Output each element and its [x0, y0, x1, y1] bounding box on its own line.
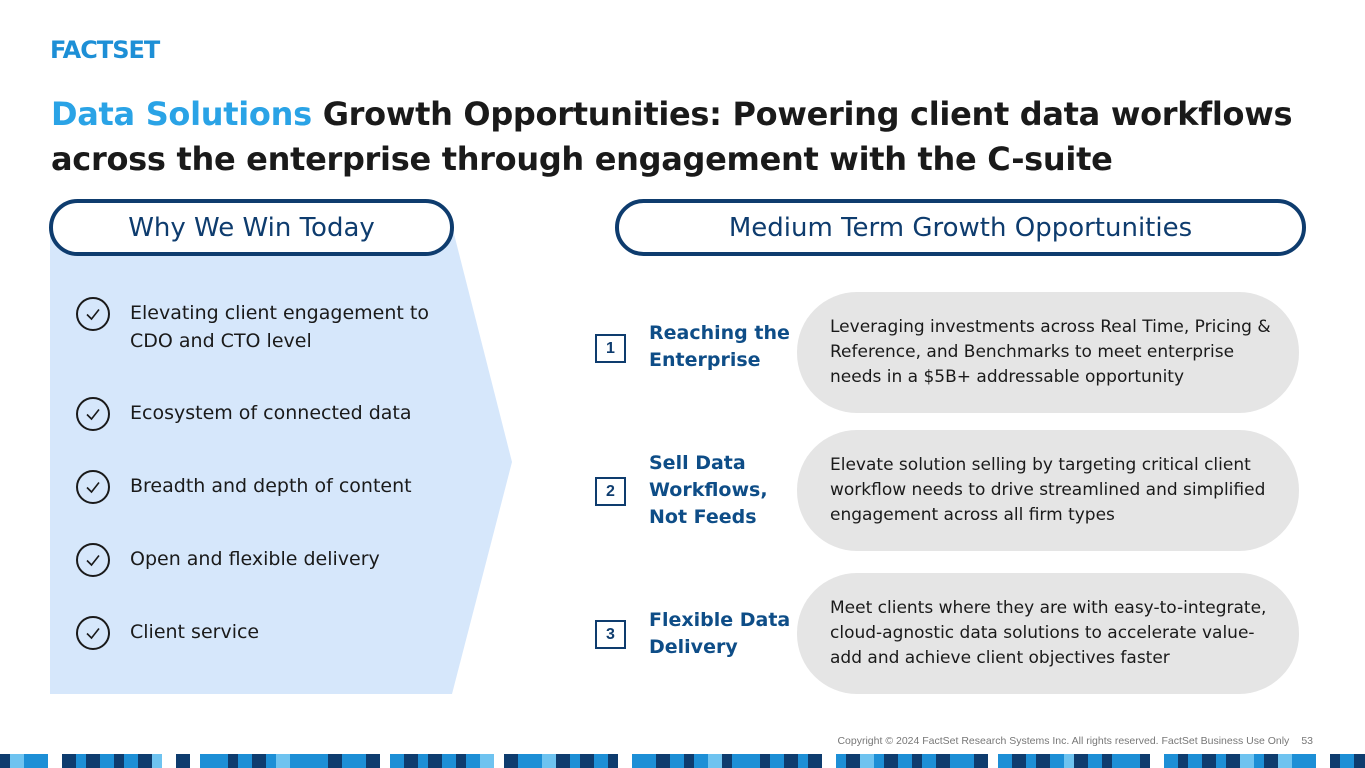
- stripe-segment: [708, 754, 722, 768]
- stripe-segment: [86, 754, 100, 768]
- opportunity-number: 3: [595, 620, 626, 649]
- stripe-segment: [884, 754, 898, 768]
- stripe-segment: [874, 754, 884, 768]
- opportunity-description: [797, 430, 1299, 551]
- check-circle-icon: [76, 297, 110, 331]
- stripe-segment: [76, 754, 86, 768]
- stripe-segment: [998, 754, 1012, 768]
- stripe-segment: [480, 754, 494, 768]
- stripe-segment: [1036, 754, 1050, 768]
- stripe-segment: [1340, 754, 1354, 768]
- stripe-segment: [580, 754, 594, 768]
- stripe-segment: [518, 754, 532, 768]
- stripe-segment: [238, 754, 252, 768]
- stripe-segment: [10, 754, 24, 768]
- stripe-segment: [570, 754, 580, 768]
- stripe-segment: [974, 754, 988, 768]
- decorative-stripe-bar: [0, 754, 1365, 768]
- stripe-segment: [760, 754, 770, 768]
- stripe-segment: [746, 754, 760, 768]
- opportunity-description-text: Leveraging investments across Real Time, Pricing & Reference, and Benchmarks to meet enterprise needs in a $5B+ addressable opportunity: [830, 317, 1271, 387]
- opportunity-description-text: Meet clients where they are with easy-to-integrate, cloud-agnostic data solutions to accelerate value-add and achieve client objectives faster: [830, 598, 1267, 668]
- why-we-win-item: [76, 397, 450, 431]
- stripe-segment: [100, 754, 114, 768]
- page-title: [51, 92, 1311, 182]
- stripe-segment: [1150, 754, 1164, 768]
- why-we-win-text: Ecosystem of connected data: [130, 402, 412, 424]
- footer: [837, 735, 1313, 747]
- stripe-segment: [418, 754, 428, 768]
- opportunity-label: Flexible Data Delivery: [649, 609, 791, 658]
- stripe-segment: [912, 754, 922, 768]
- stripe-segment: [632, 754, 646, 768]
- stripe-segment: [1188, 754, 1202, 768]
- stripe-segment: [936, 754, 950, 768]
- stripe-segment: [466, 754, 480, 768]
- stripe-segment: [214, 754, 228, 768]
- stripe-segment: [1278, 754, 1292, 768]
- stripe-segment: [366, 754, 380, 768]
- stripe-segment: [38, 754, 48, 768]
- why-we-win-text: Open and flexible delivery: [130, 548, 380, 570]
- stripe-segment: [1240, 754, 1254, 768]
- stripe-segment: [276, 754, 290, 768]
- stripe-segment: [922, 754, 936, 768]
- stripe-segment: [390, 754, 404, 768]
- stripe-segment: [266, 754, 276, 768]
- stripe-segment: [732, 754, 746, 768]
- stripe-segment: [456, 754, 466, 768]
- stripe-segment: [1302, 754, 1316, 768]
- stripe-segment: [670, 754, 684, 768]
- stripe-segment: [1178, 754, 1188, 768]
- stripe-segment: [380, 754, 390, 768]
- stripe-segment: [542, 754, 556, 768]
- stripe-segment: [770, 754, 784, 768]
- stripe-segment: [114, 754, 124, 768]
- stripe-segment: [190, 754, 200, 768]
- stripe-segment: [1088, 754, 1102, 768]
- stripe-segment: [594, 754, 608, 768]
- stripe-segment: [1064, 754, 1074, 768]
- stripe-segment: [1292, 754, 1302, 768]
- stripe-segment: [442, 754, 456, 768]
- stripe-segment: [252, 754, 266, 768]
- stripe-segment: [404, 754, 418, 768]
- title-accent: Data Solutions: [51, 95, 312, 133]
- stripe-segment: [1164, 754, 1178, 768]
- opportunity-number: 1: [595, 334, 626, 363]
- stripe-segment: [1126, 754, 1140, 768]
- stripe-segment: [504, 754, 518, 768]
- page-number: 53: [1301, 735, 1313, 747]
- stripe-segment: [342, 754, 352, 768]
- stripe-segment: [808, 754, 822, 768]
- opportunity-number: 2: [595, 477, 626, 506]
- stripe-segment: [860, 754, 874, 768]
- why-we-win-item: [76, 470, 450, 504]
- stripe-segment: [784, 754, 798, 768]
- opportunity-description-text: Elevate solution selling by targeting critical client workflow needs to drive streamlined and simplified engagement across all firm types: [830, 455, 1266, 525]
- stripe-segment: [556, 754, 570, 768]
- stripe-segment: [314, 754, 328, 768]
- stripe-segment: [822, 754, 836, 768]
- stripe-segment: [200, 754, 214, 768]
- check-circle-icon: [76, 397, 110, 431]
- stripe-segment: [532, 754, 542, 768]
- why-we-win-item: [76, 616, 450, 650]
- stripe-segment: [1012, 754, 1026, 768]
- stripe-segment: [24, 754, 38, 768]
- stripe-segment: [1202, 754, 1216, 768]
- stripe-segment: [846, 754, 860, 768]
- stripe-segment: [0, 754, 10, 768]
- stripe-segment: [48, 754, 62, 768]
- factset-logo: FACTSET: [50, 36, 160, 64]
- stripe-segment: [898, 754, 912, 768]
- stripe-segment: [722, 754, 732, 768]
- check-circle-icon: [76, 616, 110, 650]
- stripe-segment: [656, 754, 670, 768]
- opportunity-description: [797, 573, 1299, 694]
- stripe-segment: [62, 754, 76, 768]
- stripe-segment: [1226, 754, 1240, 768]
- stripe-segment: [1026, 754, 1036, 768]
- why-we-win-text: Elevating client engagement to CDO and CTO level: [130, 302, 429, 352]
- copyright-text: Copyright © 2024 FactSet Research Systems Inc. All rights reserved. FactSet Business Use Only: [837, 735, 1290, 747]
- stripe-segment: [1316, 754, 1330, 768]
- stripe-segment: [646, 754, 656, 768]
- stripe-segment: [684, 754, 694, 768]
- stripe-segment: [1254, 754, 1264, 768]
- stripe-segment: [428, 754, 442, 768]
- check-circle-icon: [76, 470, 110, 504]
- stripe-segment: [608, 754, 618, 768]
- stripe-segment: [1102, 754, 1112, 768]
- stripe-segment: [152, 754, 162, 768]
- stripe-segment: [290, 754, 304, 768]
- stripe-segment: [328, 754, 342, 768]
- stripe-segment: [162, 754, 176, 768]
- stripe-segment: [798, 754, 808, 768]
- stripe-segment: [1112, 754, 1126, 768]
- stripe-segment: [1140, 754, 1150, 768]
- why-we-win-item: [76, 297, 450, 355]
- opportunity-label: Reaching the Enterprise: [649, 322, 790, 371]
- stripe-segment: [694, 754, 708, 768]
- stripe-segment: [950, 754, 960, 768]
- stripe-segment: [1264, 754, 1278, 768]
- title-rest: Growth Opportunities: Powering client data workflows across the enterprise through engagement with the C-suite: [51, 95, 1293, 178]
- opportunity-label: Sell Data Workflows, Not Feeds: [649, 452, 768, 528]
- stripe-segment: [960, 754, 974, 768]
- stripe-segment: [1330, 754, 1340, 768]
- opportunity-description: [797, 292, 1299, 413]
- stripe-segment: [124, 754, 138, 768]
- stripe-segment: [176, 754, 190, 768]
- stripe-segment: [138, 754, 152, 768]
- stripe-segment: [1074, 754, 1088, 768]
- stripe-segment: [988, 754, 998, 768]
- why-we-win-text: Client service: [130, 621, 260, 643]
- why-we-win-item: [76, 543, 450, 577]
- stripe-segment: [352, 754, 366, 768]
- stripe-segment: [1216, 754, 1226, 768]
- stripe-segment: [618, 754, 632, 768]
- stripe-segment: [494, 754, 504, 768]
- stripe-segment: [304, 754, 314, 768]
- why-we-win-text: Breadth and depth of content: [130, 475, 412, 497]
- stripe-segment: [228, 754, 238, 768]
- stripe-segment: [836, 754, 846, 768]
- growth-opportunities-header: Medium Term Growth Opportunities: [615, 199, 1306, 256]
- stripe-segment: [1050, 754, 1064, 768]
- why-we-win-header: Why We Win Today: [49, 199, 454, 256]
- check-circle-icon: [76, 543, 110, 577]
- stripe-segment: [1354, 754, 1365, 768]
